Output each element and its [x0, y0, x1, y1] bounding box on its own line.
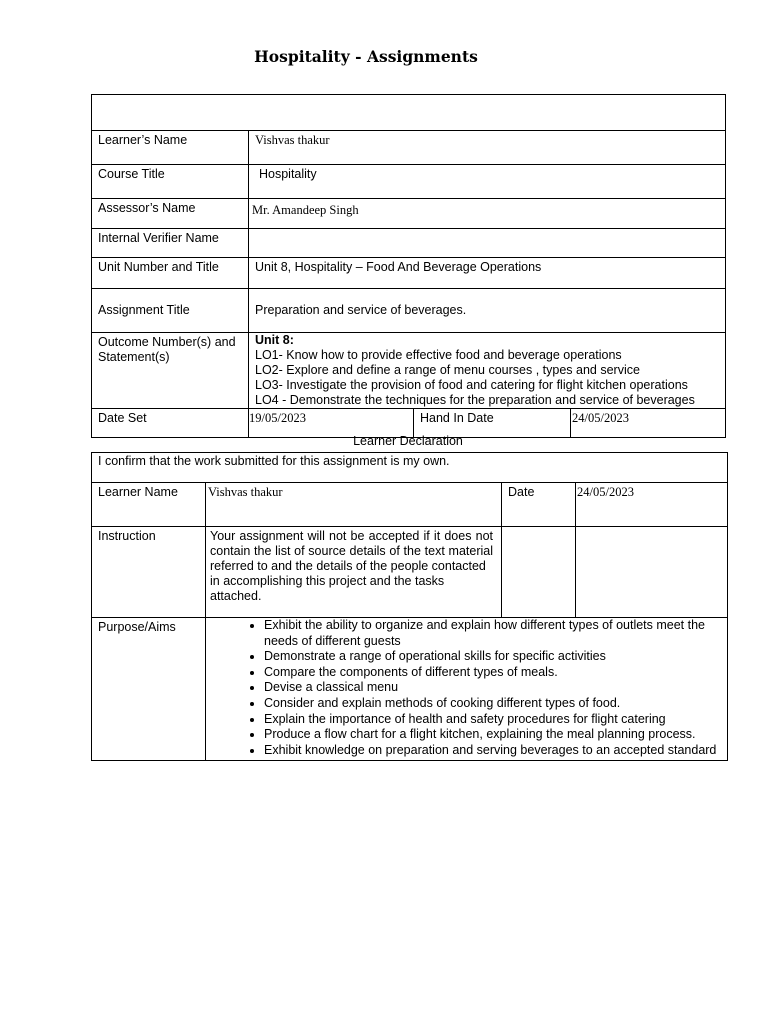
- assessor-value: Mr. Amandeep Singh: [249, 199, 726, 229]
- learners-name-value: Vishvas thakur: [249, 131, 726, 165]
- assignment-details-table: [91, 94, 726, 438]
- outcome-item: LO3- Investigate the provision of food and catering for flight kitchen operations: [255, 378, 688, 392]
- instruction-empty-cell: [502, 527, 576, 618]
- aims-list-item: • Exhibit knowledge on preparation and serving beverages to an accepted standard: [264, 743, 723, 759]
- outcome-item: LO4 - Demonstrate the techniques for the preparation and service of beverages: [255, 393, 695, 407]
- learners-name-row: [92, 131, 726, 165]
- unit-value: Unit 8, Hospitality – Food And Beverage Operations: [249, 258, 726, 289]
- instruction-empty-cell-2: [576, 527, 728, 618]
- purpose-cell: [206, 618, 728, 761]
- declaration-date-label: Date: [502, 483, 576, 527]
- date-set-label: Date Set: [92, 409, 249, 438]
- assignment-title-label: Assignment Title: [92, 289, 249, 333]
- assessor-label: Assessor’s Name: [92, 199, 249, 229]
- verifier-value: [249, 229, 726, 258]
- blank-header-row: [92, 95, 726, 131]
- purpose-row: [92, 618, 728, 761]
- unit-label: Unit Number and Title: [92, 258, 249, 289]
- assignment-title-row: [92, 289, 726, 333]
- instruction-row: [92, 527, 728, 618]
- course-title-value: Hospitality: [249, 165, 726, 199]
- learners-name-label: Learner’s Name: [92, 131, 249, 165]
- aims-list-item: • Devise a classical menu: [264, 680, 723, 696]
- statement-row: [92, 453, 728, 483]
- aims-list-item: • Exhibit the ability to organize and explain how different types of outlets meet the needs of different guests: [264, 618, 723, 649]
- outcome-item: LO2- Explore and define a range of menu courses , types and service: [255, 363, 640, 377]
- course-title-row: [92, 165, 726, 199]
- aims-list-item: • Produce a flow chart for a flight kitchen, explaining the meal planning process.: [264, 727, 723, 743]
- outcome-cell: [249, 333, 726, 409]
- learner-declaration-table: [91, 452, 728, 761]
- outcome-label: Outcome Number(s) and Statement(s): [92, 333, 249, 409]
- learner-name-row: [92, 483, 728, 527]
- blank-header-cell: [92, 95, 726, 131]
- assignment-title-value: Preparation and service of beverages.: [249, 289, 726, 333]
- aims-list: [212, 618, 723, 758]
- instruction-text-continued: in accomplishing this project and the tasks attached.: [210, 574, 445, 603]
- instruction-text: Your assignment will not be accepted if it does not contain the list of source details of the text material referred to and the details of the people contacted: [210, 529, 493, 573]
- verifier-label: Internal Verifier Name: [92, 229, 249, 258]
- unit-row: [92, 258, 726, 289]
- assessor-row: [92, 199, 726, 229]
- aims-list-item: • Demonstrate a range of operational skills for specific activities: [264, 649, 723, 665]
- hand-in-label: Hand In Date: [414, 409, 571, 438]
- outcome-row: [92, 333, 726, 409]
- instruction-cell: [206, 527, 502, 618]
- course-title-label: Course Title: [92, 165, 249, 199]
- purpose-label: Purpose/Aims: [92, 618, 206, 761]
- declaration-date-value: 24/05/2023: [576, 483, 728, 527]
- learner-name-value: Vishvas thakur: [206, 483, 502, 527]
- aims-list-item: • Explain the importance of health and safety procedures for flight catering: [264, 712, 723, 728]
- aims-list-item: • Consider and explain methods of cooking different types of food.: [264, 696, 723, 712]
- outcome-item: LO1- Know how to provide effective food and beverage operations: [255, 348, 622, 362]
- instruction-label: Instruction: [92, 527, 206, 618]
- document-title: Hospitality - Assignments: [254, 47, 478, 66]
- date-set-value: 19/05/2023: [249, 409, 414, 438]
- hand-in-value: 24/05/2023: [571, 409, 726, 438]
- learner-name-label: Learner Name: [92, 483, 206, 527]
- learner-declaration-heading: Learner Declaration: [353, 434, 463, 448]
- declaration-statement: I confirm that the work submitted for this assignment is my own.: [92, 453, 728, 483]
- outcome-heading: Unit 8:: [255, 333, 294, 347]
- verifier-row: [92, 229, 726, 258]
- aims-list-item: • Compare the components of different types of meals.: [264, 665, 723, 681]
